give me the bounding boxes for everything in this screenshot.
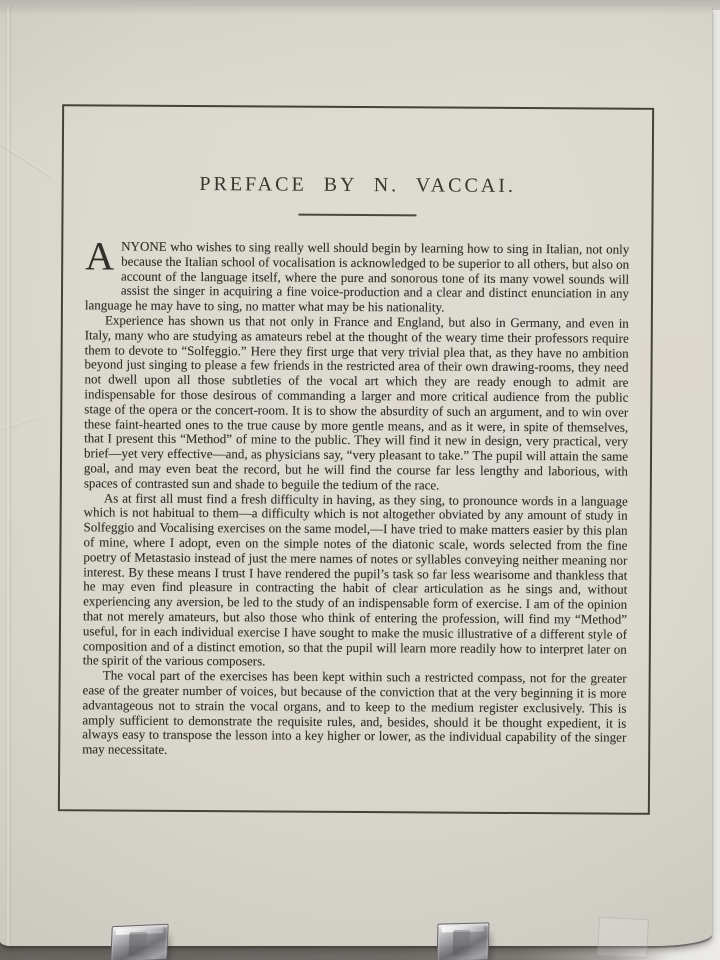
paragraph-4: The vocal part of the exercises has been kept within such a restricted compass, not for the greater ease of the greater number of voices, but because of the conviction that at the very beginning it is more advantageous not to strain the vocal organs, and to keep to the medium register exclusively. This is amply sufficient to demonstrate the requisite rules, and, besides, should it be thought expedient, it is always easy to transpose the lesson into a key higher or lower, as the individual capability of the singer may necessitate.	[82, 667, 627, 757]
acrylic-clip-right	[437, 922, 490, 960]
page-top-edge-shading	[0, 6, 712, 15]
paragraph-2: Experience has shown us that not only in France and England, but also in Germany, and even in Italy, many who are studying as amateurs rebel at the thought of the weary time their professors require them to devote to “Solfeggio.” Here they first urge that very trivial plea that, as they have no ambition beyond just singing to please a few friends in the restricted area of their own drawing-rooms, they need not dwell upon all those subtleties of the vocal art which they are ready enough to admit are indispensable for those desirous of commanding a larger and more critical audience from the public stage of the opera or the concert-room. It is to show the absurdity of such an argument, and to win over these faint-hearted ones to the true cause by more gentle means, and as it were, in spite of themselves, that I present this “Method” of mine to the public. They will find it new in design, very practical, very brief—yet very effective—and, as physicians say, “very pleasant to take.” The pupil will attain the same goal, and may even beat the record, but he will find the course far less lengthy and laborious, with spaces of contrasted sun and shade to beguile the tedium of the race.	[83, 312, 629, 493]
printed-border-frame	[58, 104, 654, 815]
paragraph-1	[84, 233, 630, 316]
clip-reflection	[128, 932, 148, 957]
paragraph-3: As at first all must find a fresh difficulty in having, as they sing, to pronounce words in a language which is not habitual to them—a difficulty which is not altogether obviated by any amount of study in Solfeggio and Vocalising exercises on the same model,—I have tried to make matters easier by this plan of mine, where I adopt, even on the simple notes of the diatonic scale, words selected from the fine poetry of Metastasio instead of just the mere names of notes or syllables conveying neither meaning nor interest. By these means I trust I have rendered the pupil’s task so far less wearisome and thankless that he may even find pleasure in contracting the habit of clear articulation as he sings and, without experiencing any aversion, be led to the study of an indispensable form of exercise. I am of the opinion that not merely amateurs, but also those who think of entering the profession, will find my “Method” useful, for in each individual exercise I have sought to make the music illustrative of a different style of composition and of a distinct emotion, so that the pupil will learn more readily how to interpret later on the spirit of the various composers.	[82, 490, 628, 669]
preface-body	[82, 233, 630, 760]
page-title: PREFACE BY N. VACCAI.	[199, 173, 517, 197]
title-divider-rule	[298, 214, 416, 217]
paragraph-1-text: NYONE who wishes to sing really well should begin by learning how to sing in Italian, not only because the Italian school of vocalisation is acknowledged to be superior to all others, but also on account of the language itself, where the pure and sonorous tone of its many vowel sounds will assist the singer in acquiring a fine voice-production and a clear and distinct enunciation in any language he may have to sing, no matter what may be his nationality.	[84, 238, 630, 315]
acrylic-clip-faint-corner	[597, 917, 649, 959]
drop-cap-letter: A	[85, 233, 115, 279]
acrylic-clip-left	[110, 924, 169, 960]
clip-reflection	[453, 930, 471, 956]
book-page	[0, 6, 712, 946]
